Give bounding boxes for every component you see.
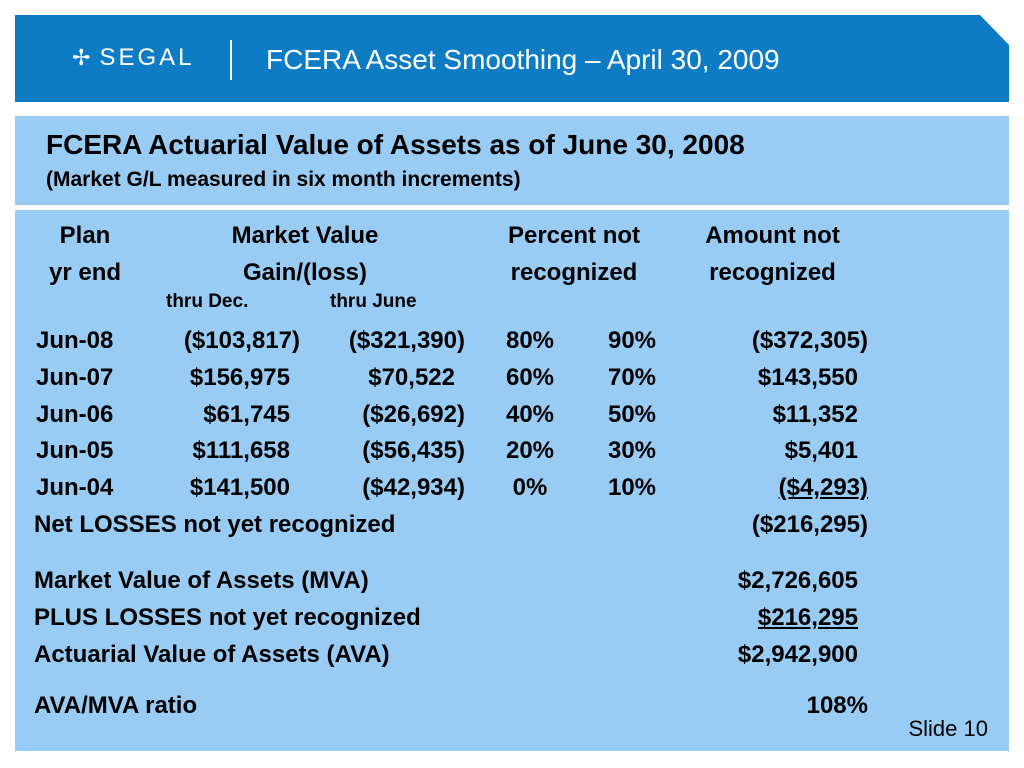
row-pct-june: 10% <box>607 474 657 501</box>
row-pct-dec: 40% <box>505 401 555 428</box>
ava-value: $2,942,900 <box>737 641 858 668</box>
slide-title: FCERA Asset Smoothing – April 30, 2009 <box>266 44 780 75</box>
ava-label: Actuarial Value of Assets (AVA) <box>34 641 390 668</box>
row-pct-june: 70% <box>607 364 657 391</box>
row-pct-dec: 80% <box>505 327 555 354</box>
row-year: Jun-08 <box>36 327 114 354</box>
mva-label: Market Value of Assets (MVA) <box>34 567 369 594</box>
row-june-value: ($26,692) <box>362 401 465 428</box>
row-june-value: ($56,435) <box>362 437 465 464</box>
row-dec-value: $156,975 <box>189 364 290 391</box>
row-dec-value: $61,745 <box>203 401 290 428</box>
row-amount: $5,401 <box>784 437 858 464</box>
header-plan-line2: yr end <box>48 259 122 286</box>
row-pct-dec: 60% <box>505 364 555 391</box>
net-losses-value: ($216,295) <box>751 511 868 538</box>
row-june-value: ($321,390) <box>348 327 465 354</box>
header-mv-sub-june: thru June <box>330 291 417 312</box>
segal-logo <box>72 44 194 72</box>
header-amt-line2: recognized <box>709 259 836 286</box>
header-mv-line2: Gain/(loss) <box>242 259 368 286</box>
header-plan-line1: Plan <box>59 222 111 249</box>
header-pct-line2: recognized <box>510 259 638 286</box>
logo-text: SEGAL <box>99 44 195 71</box>
mva-value: $2,726,605 <box>737 567 858 594</box>
header-mv-sub-dec: thru Dec. <box>166 291 249 312</box>
header-pct-line1: Percent not <box>507 222 641 249</box>
row-pct-dec: 20% <box>505 437 555 464</box>
subheader-subtitle: (Market G/L measured in six month increments) <box>46 168 521 191</box>
row-amount: ($372,305) <box>751 327 868 354</box>
slide-number: Slide 10 <box>908 716 988 741</box>
row-dec-value: $111,658 <box>192 437 290 464</box>
row-year: Jun-06 <box>36 401 114 428</box>
ratio-value: 108% <box>806 692 868 719</box>
subheader-box <box>15 116 1009 205</box>
subheader-title: FCERA Actuarial Value of Assets as of June 30, 2008 <box>46 129 745 160</box>
plus-losses-label: PLUS LOSSES not yet recognized <box>34 604 421 631</box>
row-year: Jun-04 <box>36 474 114 501</box>
row-june-value: ($42,934) <box>362 474 465 501</box>
row-pct-june: 50% <box>607 401 657 428</box>
row-amount: $143,550 <box>757 364 858 391</box>
ratio-label: AVA/MVA ratio <box>34 692 198 719</box>
net-losses-label: Net LOSSES not yet recognized <box>34 511 396 538</box>
header-amt-line1: Amount not <box>705 222 840 249</box>
row-pct-june: 30% <box>607 437 657 464</box>
header-mv-line1: Market Value <box>231 222 379 249</box>
row-dec-value: $141,500 <box>189 474 290 501</box>
segal-star-icon: ✢ <box>72 45 94 70</box>
row-year: Jun-05 <box>36 437 114 464</box>
row-amount: $11,352 <box>772 401 858 428</box>
row-dec-value: ($103,817) <box>183 327 300 354</box>
row-june-value: $70,522 <box>368 364 455 391</box>
plus-losses-value: $216,295 <box>757 604 858 631</box>
header-divider <box>230 40 232 80</box>
row-year: Jun-07 <box>36 364 114 391</box>
row-amount: ($4,293) <box>778 474 868 501</box>
row-pct-dec: 0% <box>512 474 548 501</box>
row-pct-june: 90% <box>607 327 657 354</box>
